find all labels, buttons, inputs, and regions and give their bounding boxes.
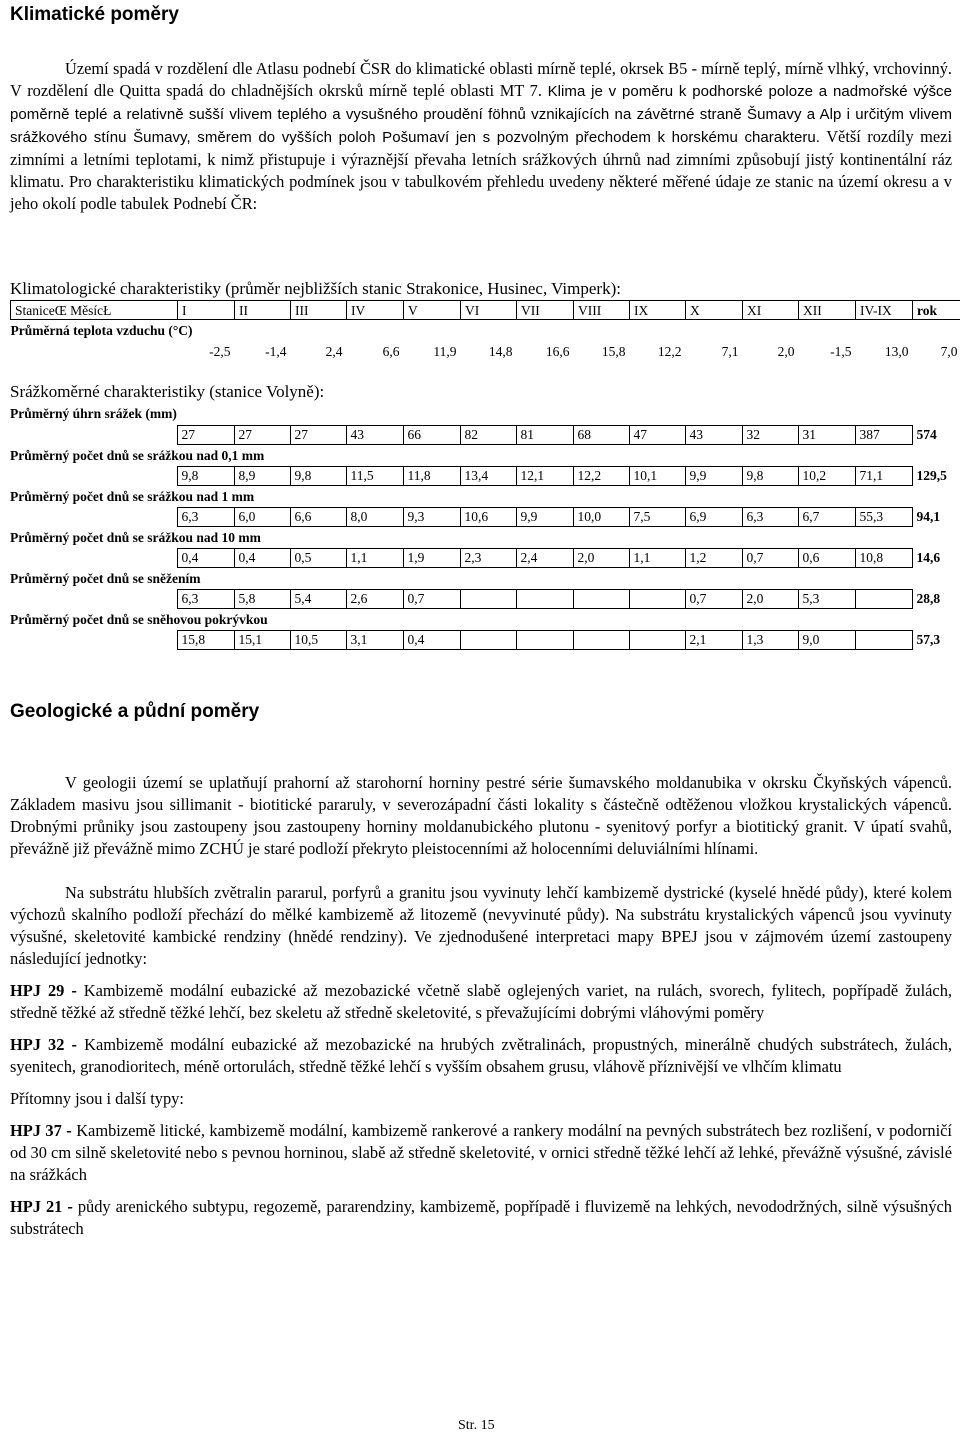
hpj-21-code: HPJ 21 - [10,1197,73,1216]
table-cell: 3,1 [346,630,403,649]
precip-row-label: Průměrný počet dnů se sněžením [10,570,201,586]
precip-row-label: Průměrný počet dnů se srážkou nad 10 mm [10,529,261,545]
table-cell: 574 [912,425,960,444]
hpj-37-code: HPJ 37 - [10,1121,72,1140]
table-cell [573,589,629,608]
month-header: XI [743,301,799,320]
table-cell: 0,5 [290,548,346,567]
table-cell: 15,8 [177,630,234,649]
table-cell: 8,0 [346,507,403,526]
hpj-32-text: Kambizemě modální eubazické až mezobazické na hrubých zvětralinách, propustných, minerálně chudých substrátech, žulách, syenitech, granodioritech, méně ortorulách, středně těžké lehčí s vyšším obsahem grusu, vláhově příznivější ve vlhčím klimatu [10,1035,952,1076]
table-cell: 11,9 [433,343,457,359]
table2-caption: Srážkoměrné charakteristiky (stanice Volyně): [10,382,325,401]
table-cell: 5,8 [234,589,290,608]
section-title-geologie: Geologické a půdní poměry [10,701,260,722]
table-cell: -1,4 [265,343,287,359]
month-header: I [178,301,235,320]
section-title-klima: Klimatické poměry [10,4,179,25]
table-cell: 6,3 [742,507,798,526]
table-cell: 6,6 [382,343,400,359]
table-cell: 10,8 [855,548,912,567]
table-cell: 68 [573,425,629,444]
precip-values-row [10,425,960,444]
table1-caption: Klimatologické charakteristiky (průměr nejbližších stanic Strakonice, Husinec, Vimperk): [10,279,621,298]
table-cell: 2,1 [685,630,742,649]
table-cell: 43 [685,425,742,444]
table-cell: 1,1 [629,548,685,567]
month-header: X [686,301,743,320]
table-cell [460,589,516,608]
table-cell: 11,5 [346,466,403,485]
table-cell: 2,3 [460,548,516,567]
table-cell: 12,2 [573,466,629,485]
precip-values-row [10,548,960,567]
hpj-29-code: HPJ 29 - [10,981,77,1000]
table-cell: 2,0 [742,589,798,608]
table-cell: 0,4 [234,548,290,567]
precip-values-row [10,507,960,526]
table-cell: 2,4 [516,548,573,567]
table-cell: 16,6 [545,343,570,359]
month-header: VII [517,301,574,320]
table-cell: 10,0 [573,507,629,526]
table-cell: 0,6 [798,548,855,567]
temperature-row-label: Průměrná teplota vzduchu (°C) [10,323,193,339]
table-cell: 0,4 [403,630,460,649]
precip-row-label: Průměrný počet dnů se srážkou nad 0,1 mm [10,447,265,463]
table-cell: 0,4 [177,548,234,567]
table-cell: 7,0 [940,343,958,359]
table-cell [629,630,685,649]
precip-row-label: Průměrný úhrn srážek (mm) [10,406,177,422]
table-cell: 2,0 [573,548,629,567]
table-cell: 9,9 [685,466,742,485]
table-cell: 10,1 [629,466,685,485]
table-cell: 1,9 [403,548,460,567]
table-cell: 27 [290,425,346,444]
table-cell [573,630,629,649]
month-header: V [404,301,461,320]
table-cell: 1,3 [742,630,798,649]
table1-header-label: StaniceŒ MěsícŁ [11,301,178,320]
table-cell: 5,4 [290,589,346,608]
other-types-label: Přítomny jsou i další typy: [10,1089,184,1108]
table-cell [855,589,912,608]
table-cell: 6,7 [798,507,855,526]
precip-row-label: Průměrný počet dnů se srážkou nad 1 mm [10,488,255,504]
table-cell: 8,9 [234,466,290,485]
table-cell: 82 [460,425,516,444]
table-cell: 57,3 [912,630,960,649]
table-cell: 10,6 [460,507,516,526]
table-cell: 12,2 [657,343,682,359]
table-cell [516,589,573,608]
table-cell: 6,9 [685,507,742,526]
klima-text-b: Klima je v poměru k podhorské poloze a nadmořské výšce poměrně teplé a relativně sušší vlivem teplého a vysušného proudění föhnů vznikajících na závětrné straně Šumavy a Alp i určitým vlivem srážkového stínu Šumavy, směrem do vyšších poloh Pošumaví jen s pozvolným přechodem k horskému charakteru. [10,83,952,146]
month-header: XII [799,301,856,320]
table-cell: 27 [234,425,290,444]
table-cell: 2,6 [346,589,403,608]
table-cell [629,589,685,608]
table-cell: 14,8 [488,343,513,359]
table-cell: 15,1 [234,630,290,649]
table-cell [460,630,516,649]
table-cell: 43 [346,425,403,444]
hpj-37-text: Kambizemě litické, kambizemě modální, kambizemě rankerové a rankery modální na pevných substrátech bez rozlišení, v podorničí od 30 cm silně skeletovité nebo s pevnou horninou, slabě až středně skeletovité, v ornici středně těžké lehčí až lehké, převážně výsušné, závislé na srážkách [10,1121,952,1184]
precipitation-table [10,403,960,650]
table-cell: 9,3 [403,507,460,526]
table-cell: 0,7 [685,589,742,608]
table-cell: 27 [177,425,234,444]
temperature-values-row [11,342,960,361]
table-cell: -1,5 [830,343,852,359]
table-cell: 0,7 [403,589,460,608]
geology-paragraph-2: Na substrátu hlubších zvětralin pararul, porfyrů a granitu jsou vyvinuty lehčí kambizemě dystrické (kyselé hnědé půdy), které kolem výchozů skalního podloží přechází do mělké kambizemě až litozemě (nevyvinuté půdy). Na substrátu krystalických vápenců jsou vyvinuty výsušné, skeletovité kambické rendziny (hnědé rendziny). Ve zjednodušené interpretaci mapy BPEJ jsou v zájmovém území zastoupeny následující jednotky: [10,883,952,968]
table-cell: 81 [516,425,573,444]
hpj-21 [10,1196,952,1240]
hpj-37 [10,1120,952,1186]
table-cell: 28,8 [912,589,960,608]
table-cell: 14,6 [912,548,960,567]
table-cell: 0,7 [742,548,798,567]
hpj-29-text: Kambizemě modální eubazické až mezobazické včetně slabě oglejených variet, na rulách, svorech, fylitech, popřípadě žulách, středně těžké až středně těžké lehčí, bez skeletu až středně skeletovité, s převažujícími dobrými vláhovými poměry [10,981,952,1022]
table-cell [855,630,912,649]
page-number: Str. 15 [458,1418,495,1433]
table1-header-row [11,301,960,320]
table-cell: 9,8 [742,466,798,485]
precip-values-row [10,630,960,649]
geology-paragraph-1: V geologii území se uplatňují prahorní až starohorní horniny pestré série šumavského moldanubika v okrsku Čkyňských vápenců. Základem masivu jsou sillimanit - biotitické pararuly, v severozápadní části lokality s částečně odtěženou vložkou krystalických vápenců. Drobnými průniky jsou zastoupeny jsou zastoupeny horniny moldanubického plutonu - syenitový porfyr a biotitický granit. V úpatí svahů, převážně již převážně mimo ZCHÚ je staré podloží překryto pleistocenními až holocenními deluviálními hlínami. [10,773,952,858]
table-cell: 6,3 [177,507,234,526]
table-cell: 9,0 [798,630,855,649]
hpj-32 [10,1034,952,1078]
table-cell: 2,0 [777,343,795,359]
temperature-table [10,300,960,361]
table-cell: 387 [855,425,912,444]
table-cell: 6,3 [177,589,234,608]
table-cell: 31 [798,425,855,444]
table-cell: 13,4 [460,466,516,485]
month-header: IV-IX [856,301,913,320]
month-header: II [235,301,291,320]
table-cell: -2,5 [209,343,231,359]
table-cell: 1,2 [685,548,742,567]
table-cell: 11,8 [403,466,460,485]
klima-text-c: Větší rozdíly mezi zimními a letními teplotami, k nimž přistupuje i výraznější převaha letních srážkových úhrnů nad zimními způsobují jistý kontinentální ráz klimatu. Pro charakteristiku klimatických podmínek jsou v tabulkovém přehledu uvedeny některé měřené údaje ze stanic na území okresu a v jeho okolí podle tabulek Podnebí ČR: [10,127,952,213]
table-cell: 9,8 [177,466,234,485]
geology-content [10,772,952,1240]
month-header: VI [461,301,517,320]
table-cell: 66 [403,425,460,444]
precip-values-row [10,589,960,608]
table-cell: 94,1 [912,507,960,526]
table-cell: 7,1 [721,343,739,359]
table-cell: 9,9 [516,507,573,526]
table-cell: 71,1 [855,466,912,485]
table-cell: 7,5 [629,507,685,526]
table-cell: 6,0 [234,507,290,526]
table-cell: 32 [742,425,798,444]
table-cell: 129,5 [912,466,960,485]
table-cell: 10,5 [290,630,346,649]
month-header: IV [347,301,404,320]
table-cell: 10,2 [798,466,855,485]
table-cell: 13,0 [884,343,909,359]
table-cell: 9,8 [290,466,346,485]
klima-paragraph [10,58,952,215]
month-header: rok [913,301,960,320]
table-cell: 1,1 [346,548,403,567]
table-cell: 15,8 [601,343,626,359]
table-cell: 2,4 [325,343,343,359]
month-header: III [291,301,347,320]
table-cell: 55,3 [855,507,912,526]
table-cell: 6,6 [290,507,346,526]
hpj-29 [10,980,952,1024]
precip-row-label: Průměrný počet dnů se sněhovou pokrývkou [10,611,268,627]
hpj-21-text: půdy arenického subtypu, regozemě, pararendziny, kambizemě, popřípadě i fluvizemě na lehkých, nevododržných, silně výsušných substrátech [10,1197,952,1238]
hpj-32-code: HPJ 32 - [10,1035,77,1054]
table-cell: 12,1 [516,466,573,485]
klima-text-a: Území spadá v rozdělení dle Atlasu podnebí ČSR do klimatické oblasti mírně teplé, okrsek B5 - mírně teplý, mírně vlhký, vrchovinný. V rozdělení dle Quitta spadá do chladnějších okrsků mírně teplé oblasti MT 7. [10,59,952,100]
table-cell [516,630,573,649]
month-header: VIII [574,301,630,320]
precip-values-row [10,466,960,485]
month-header: IX [630,301,686,320]
table-cell: 47 [629,425,685,444]
table-cell: 5,3 [798,589,855,608]
